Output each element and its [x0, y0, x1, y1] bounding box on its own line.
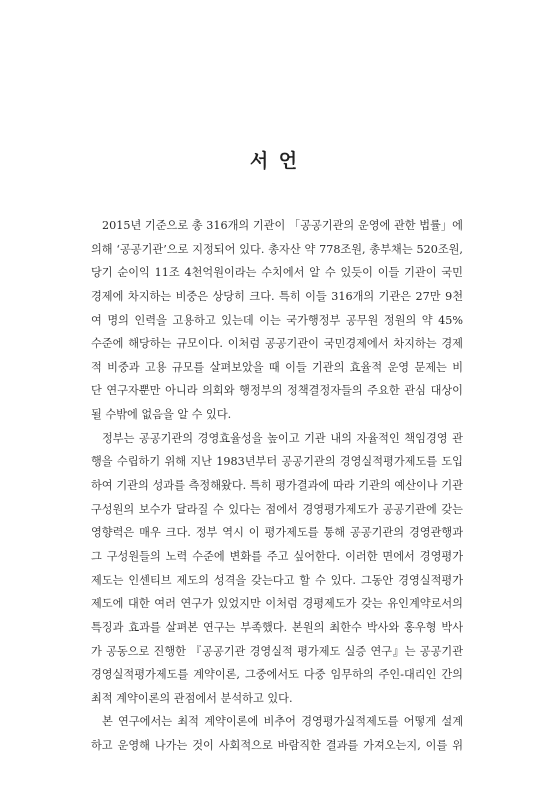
text-line: 적 비중과 고용 규모를 살펴보았을 때 이들 기관의 효율적 운영 문제는 비 — [91, 360, 463, 374]
text-line: 행을 수립하기 위해 지난 1983년부터 공공기관의 경영실적평가제도를 도입 — [91, 455, 463, 469]
text-line: 본 연구에서는 최적 계약이론에 비추어 경영평가실적제도를 어떻게 설계 — [102, 715, 463, 729]
page-title: 서 언 — [249, 150, 300, 172]
text-line: 그 구성원들의 노력 수준에 변화를 주고 싶어한다. 이러한 면에서 경영평가 — [91, 549, 463, 563]
text-line: 2015년 기준으로 총 316개의 기관이 「공공기관의 운영에 관한 법률」에 — [102, 219, 463, 232]
text-line: 특징과 효과를 살펴본 연구는 부족했다. 본원의 최한수 박사와 홍우형 박사 — [91, 620, 463, 634]
text-line: 경영실적평가제도를 계약이론, 그중에서도 다중 임무하의 주인-대리인 간의 — [91, 668, 463, 682]
text-line: 구성원의 보수가 달라질 수 있다는 점에서 경영평가제도가 공공기관에 갖는 — [91, 502, 463, 516]
text-line: 제도에 대한 여러 연구가 있었지만 이처럼 경평제도가 갖는 유인계약로서의 — [91, 597, 463, 611]
text-line: 의해 ‘공공기관’으로 지정되어 있다. 총자산 약 778조원, 총부채는 520조원, — [91, 242, 463, 256]
text-line: 하여 기관의 성과를 측정해왔다. 특히 평가결과에 따라 기관의 예산이나 기관 — [91, 479, 463, 493]
text-line: 가 공동으로 진행한 『공공기관 경영실적 평가제도 실증 연구』는 공공기관 — [91, 644, 463, 658]
paragraph — [91, 214, 463, 427]
text-line: 최적 계약이론의 관점에서 분석하고 있다. — [91, 691, 293, 705]
preface-body — [91, 214, 463, 758]
text-line: 단 연구자뿐만 아니라 의회와 행정부의 정책결정자들의 주요한 관심 대상이 — [91, 384, 463, 398]
text-line: 하고 운영해 나가는 것이 사회적으로 바람직한 결과를 가져오는지, 이를 위 — [91, 739, 463, 753]
text-line: 될 수밖에 없음을 알 수 있다. — [91, 408, 232, 422]
text-line: 수준에 해당하는 규모이다. 이처럼 공공기관이 국민경제에서 차지하는 경제 — [91, 337, 463, 351]
paragraph — [91, 427, 463, 711]
text-line: 당기 순이익 11조 4천억원이라는 수치에서 알 수 있듯이 이들 기관이 국민 — [91, 266, 463, 280]
text-line: 제도는 인센티브 제도의 성격을 갖는다고 할 수 있다. 그동안 경영실적평가 — [91, 573, 463, 587]
text-line: 여 명의 인력을 고용하고 있는데 이는 국가행정부 공무원 정원의 약 45% — [91, 313, 463, 327]
paragraph — [91, 710, 463, 757]
text-line: 영향력은 매우 크다. 정부 역시 이 평가제도를 통해 공공기관의 경영관행과 — [91, 526, 463, 540]
text-line: 경제에 차지하는 비중은 상당히 크다. 특히 이들 316개의 기관은 27만 9천 — [91, 289, 463, 303]
text-line: 정부는 공공기관의 경영효율성을 높이고 기관 내의 자율적인 책임경영 관 — [102, 431, 463, 445]
